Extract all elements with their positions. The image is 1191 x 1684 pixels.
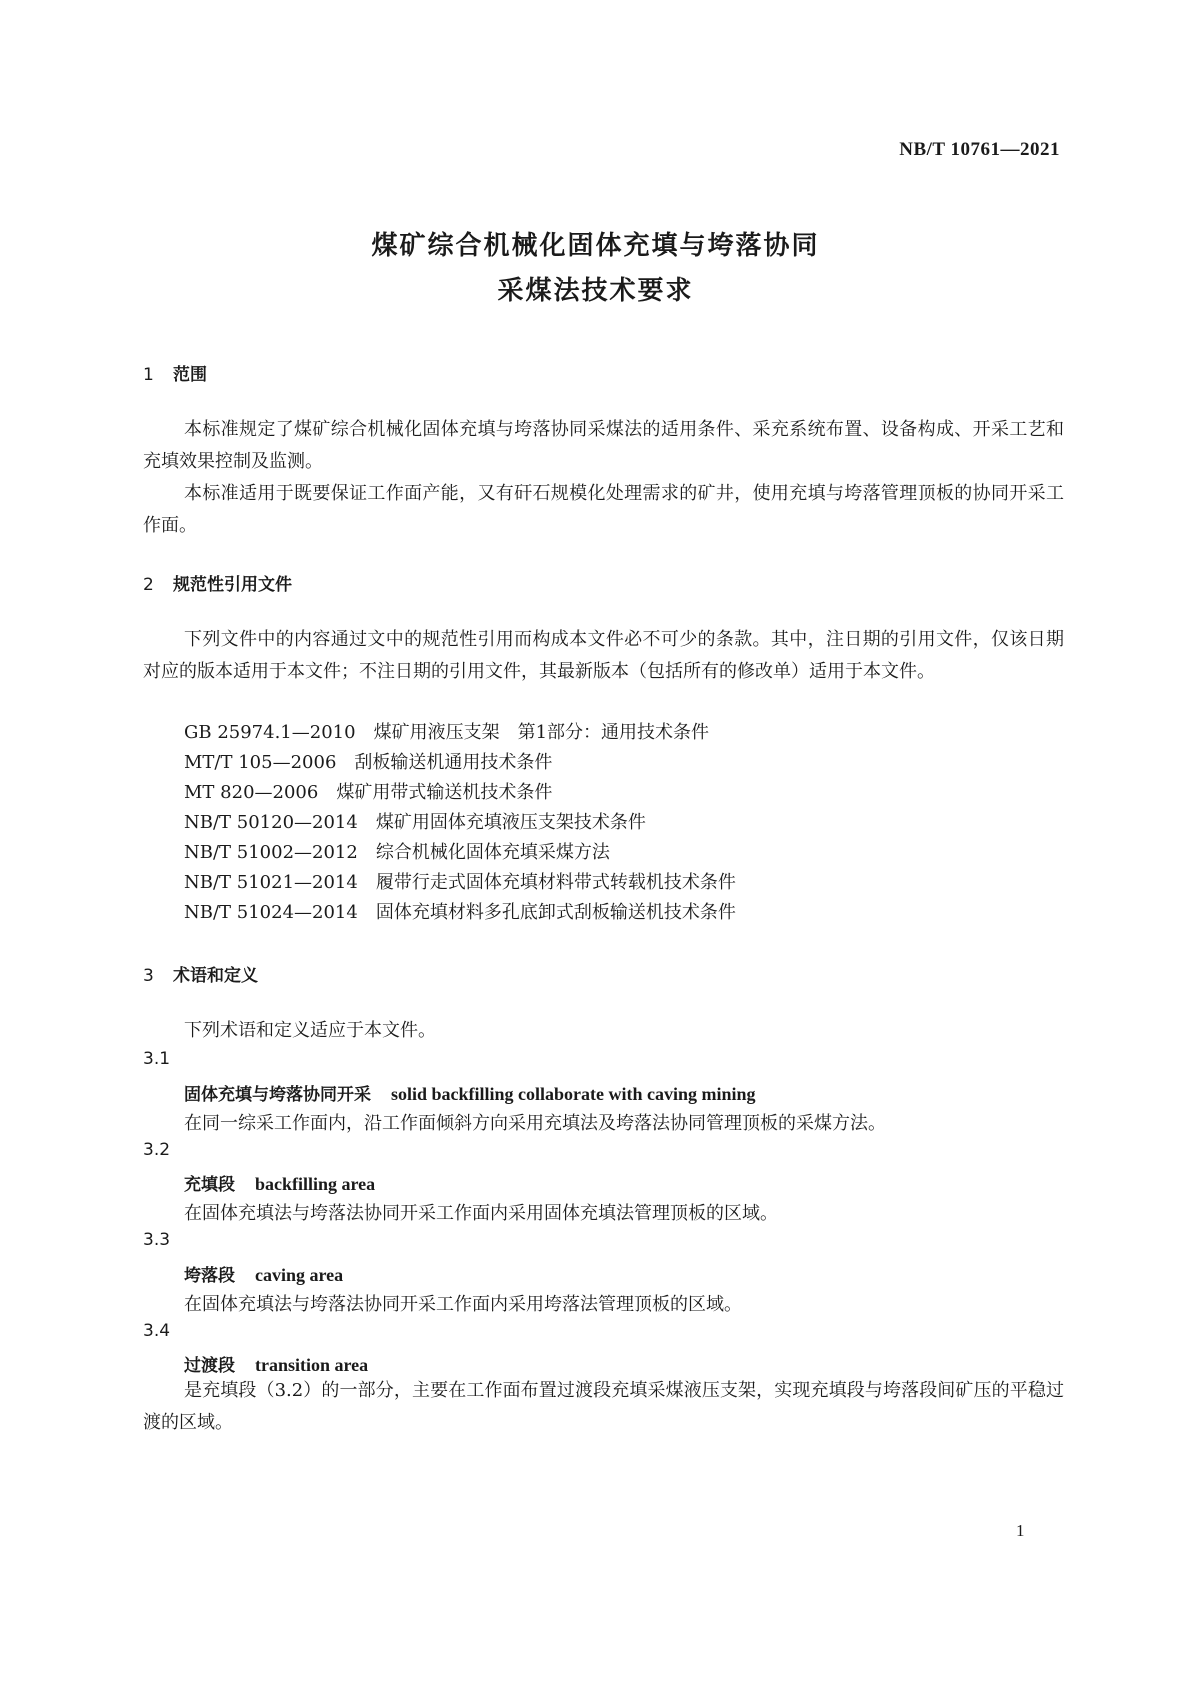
term-number: 3.4	[143, 1321, 171, 1341]
term-name-en: solid backfilling collaborate with caving mining	[391, 1084, 756, 1104]
section-title: 规范性引用文件	[173, 575, 292, 595]
document-title-line2: 采煤法技术要求	[497, 276, 694, 306]
section-title: 范围	[173, 365, 207, 385]
reference-code: GB 25974.1—2010	[184, 722, 356, 743]
reference-title: 履带行走式固体充填材料带式转载机技术条件	[375, 872, 736, 893]
reference-title: 煤矿用带式输送机技术条件	[336, 782, 553, 803]
term-number: 3.1	[143, 1049, 171, 1069]
section-1-paragraph-1: 本标准规定了煤矿综合机械化固体充填与垮落协同采煤法的适用条件、采充系统布置、设备构成、开采工艺和充填效果控制及监测。	[143, 419, 1064, 472]
section-number: 2	[143, 575, 154, 595]
document-title-line1: 煤矿综合机械化固体充填与垮落协同	[371, 231, 820, 261]
page-number: 1	[1016, 1521, 1025, 1540]
reference-title: 固体充填材料多孔底卸式刮板输送机技术条件	[375, 902, 736, 923]
term-name-zh: 固体充填与垮落协同开采	[184, 1085, 371, 1105]
term-name-zh: 充填段	[184, 1175, 235, 1195]
reference-item	[184, 808, 646, 834]
reference-item	[184, 778, 552, 804]
section-title: 术语和定义	[173, 966, 258, 986]
reference-item	[184, 838, 610, 864]
term-number: 3.2	[143, 1140, 171, 1160]
reference-code: NB/T 50120—2014	[184, 812, 358, 833]
term-name-zh: 过渡段	[184, 1356, 235, 1376]
term-definition: 在同一综采工作面内，沿工作面倾斜方向采用充填法及垮落法协同管理顶板的采煤方法。	[184, 1113, 886, 1134]
reference-code: NB/T 51021—2014	[184, 872, 358, 893]
standard-code: NB/T 10761—2021	[899, 139, 1060, 160]
term-name	[184, 1080, 756, 1105]
reference-item	[184, 898, 736, 924]
section-1-paragraph-2: 本标准适用于既要保证工作面产能，又有矸石规模化处理需求的矿井，使用充填与垮落管理顶板的协同开采工作面。	[143, 483, 1064, 536]
term-name-zh: 垮落段	[184, 1266, 235, 1286]
section-1-heading	[143, 360, 207, 385]
reference-item	[184, 748, 552, 774]
term-name	[184, 1170, 375, 1195]
term-definition: 在固体充填法与垮落法协同开采工作面内采用垮落法管理顶板的区域。	[184, 1294, 742, 1315]
section-3-heading	[143, 961, 258, 986]
term-number: 3.3	[143, 1230, 171, 1250]
section-number: 1	[143, 365, 154, 385]
reference-code: MT 820—2006	[184, 782, 319, 803]
term-name	[184, 1261, 343, 1286]
reference-code: MT/T 105—2006	[184, 752, 337, 773]
term-definition: 在固体充填法与垮落法协同开采工作面内采用固体充填法管理顶板的区域。	[184, 1203, 778, 1224]
reference-item	[184, 868, 736, 894]
section-2-heading	[143, 570, 292, 595]
section-3-intro: 下列术语和定义适应于本文件。	[184, 1020, 436, 1041]
reference-title: 刮板输送机通用技术条件	[354, 752, 553, 773]
reference-code: NB/T 51002—2012	[184, 842, 358, 863]
term-name-en: transition area	[255, 1355, 369, 1375]
reference-title: 综合机械化固体充填采煤方法	[375, 842, 610, 863]
reference-title: 煤矿用固体充填液压支架技术条件	[375, 812, 646, 833]
term-name-en: backfilling area	[255, 1174, 376, 1194]
term-name-en: caving area	[255, 1265, 344, 1285]
reference-item	[184, 718, 709, 744]
term-definition: 是充填段（3.2）的一部分，主要在工作面布置过渡段充填采煤液压支架，实现充填段与垮落段间矿压的平稳过渡的区域。	[143, 1380, 1064, 1433]
reference-title: 煤矿用液压支架 第1部分：通用技术条件	[373, 722, 710, 743]
term-name	[184, 1351, 368, 1376]
section-2-intro: 下列文件中的内容通过文中的规范性引用而构成本文件必不可少的条款。其中，注日期的引用文件，仅该日期对应的版本适用于本文件；不注日期的引用文件，其最新版本（包括所有的修改单）适用于本文件。	[143, 629, 1064, 682]
section-number: 3	[143, 966, 154, 986]
reference-code: NB/T 51024—2014	[184, 902, 358, 923]
